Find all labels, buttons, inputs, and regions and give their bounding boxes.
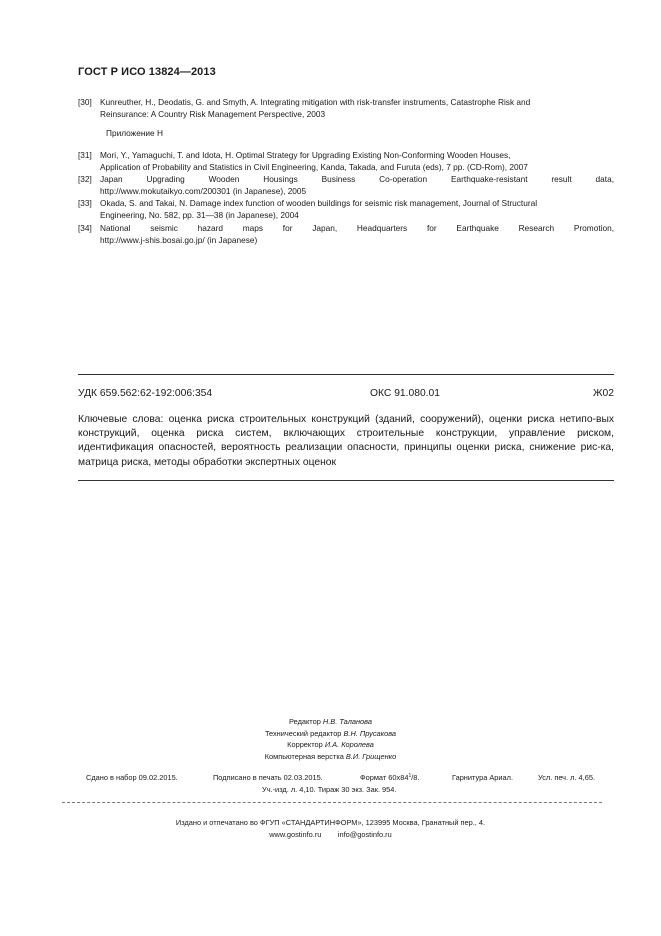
reference-number: [34] [78,223,92,233]
reference-text-line: http://www.j-shis.bosai.go.jp/ (in Japanese) [100,235,258,246]
imprint-typeface: Гарнитура Ариал. [452,773,514,782]
classification-row [78,388,614,402]
keywords-paragraph: Ключевые слова: оценка риска строительных конструкций (зданий, сооружений), оценки риска нетипо-вых конструкций, оценка риска систем, включающих строительные конструкции, управление риском, идентификация опасностей, вероятность реализации опасности, принципы оценки риска, снижение рис-ка, матрица риска, методы обработки экспертных оценок [78,414,614,468]
reference-number: [32] [78,174,92,184]
reference-item [78,173,614,197]
reference-number: [31] [78,150,92,160]
credit-name: Н.В. Таланова [322,717,372,726]
credit-line [0,728,661,740]
imprint-print-sheets: Усл. печ. л. 4,65. [538,773,595,782]
reference-item [78,96,614,120]
group-code: Ж02 [593,388,614,399]
credit-name: В.И. Грищенко [345,751,397,761]
reference-item [78,197,614,221]
publisher-block [0,817,661,841]
oks-code: ОКС 91.080.01 [370,388,440,399]
credits-block [0,716,661,762]
appendix-label: Приложение H [106,128,163,138]
credit-role: Технический редактор [264,728,342,738]
credit-role: Корректор [287,740,323,749]
reference-text-line: Application of Probability and Statistics in Civil Engineering, Kanda, Takada, and Furuta (eds), 7 pp. (CD-Rom), 2007 [100,162,528,173]
credit-line [0,751,661,763]
publisher-website-link[interactable]: www.gostinfo.ru [269,830,322,839]
format-suffix: /8. [411,773,420,782]
reference-item [78,149,614,173]
publisher-email-link[interactable]: info@gostinfo.ru [337,830,392,839]
reference-text-line: Kunreuther, H., Deodatis, G. and Smyth, A. Integrating mitigation with risk-transfer instruments, Catastrophe Risk and [100,97,531,107]
imprint-format [360,773,419,782]
reference-number: [33] [78,198,92,208]
format-prefix: Формат 60x84 [360,773,409,782]
publisher-contacts [0,829,661,841]
credit-name: И.А. Королева [324,740,374,749]
reference-item [78,222,614,246]
reference-text-line: Mori, Y., Yamaguchi, T. and Idota, H. Optimal Strategy for Upgrading Existing Non-Conforming Wooden Houses, [100,150,511,160]
dashed-divider [62,802,602,803]
reference-text-line: Reinsurance: A Country Risk Management Perspective, 2003 [100,109,326,120]
reference-number: [30] [78,97,92,107]
credit-role: Редактор [289,717,321,726]
publisher-address: Издано и отпечатано во ФГУП «СТАНДАРТИНФОРМ», 123995 Москва, Гранатный пер., 4. [175,818,486,827]
reference-text-line: Engineering, No. 582, pp. 31—38 (in Japanese), 2004 [100,210,299,221]
standard-designation: ГОСТ Р ИСО 13824—2013 [78,66,216,78]
divider-top [78,374,614,375]
credit-line [0,739,661,751]
credit-line [0,716,661,728]
reference-text-line: Japan Upgrading Wooden Housings Business Co-operation Earthquake-resistant result data, [100,174,614,184]
credit-role: Компьютерная верстка [264,751,344,761]
reference-text-line: Okada, S. and Takai, N. Damage index function of wooden buildings for seismic risk management, Journal of Structural [100,198,538,208]
udk-code: УДК 659.562:62-192:006:354 [78,388,213,399]
reference-text-line: National seismic hazard maps for Japan, Headquarters for Earthquake Research Promotion, [100,223,614,233]
imprint-submitted: Сдано в набор 09.02.2015. [86,773,178,782]
credit-name: В.Н. Прусакова [343,728,397,738]
divider-bottom [78,480,614,481]
imprint-signed: Подписано в печать 02.03.2015. [213,773,323,782]
imprint-circulation: Уч.-изд. л. 4,10. Тираж 30 экз. Зак. 954. [262,785,397,794]
reference-text-line: http://www.mokutaikyo.com/200301 (in Japanese), 2005 [100,186,307,197]
format-fraction: 1 [408,773,412,779]
